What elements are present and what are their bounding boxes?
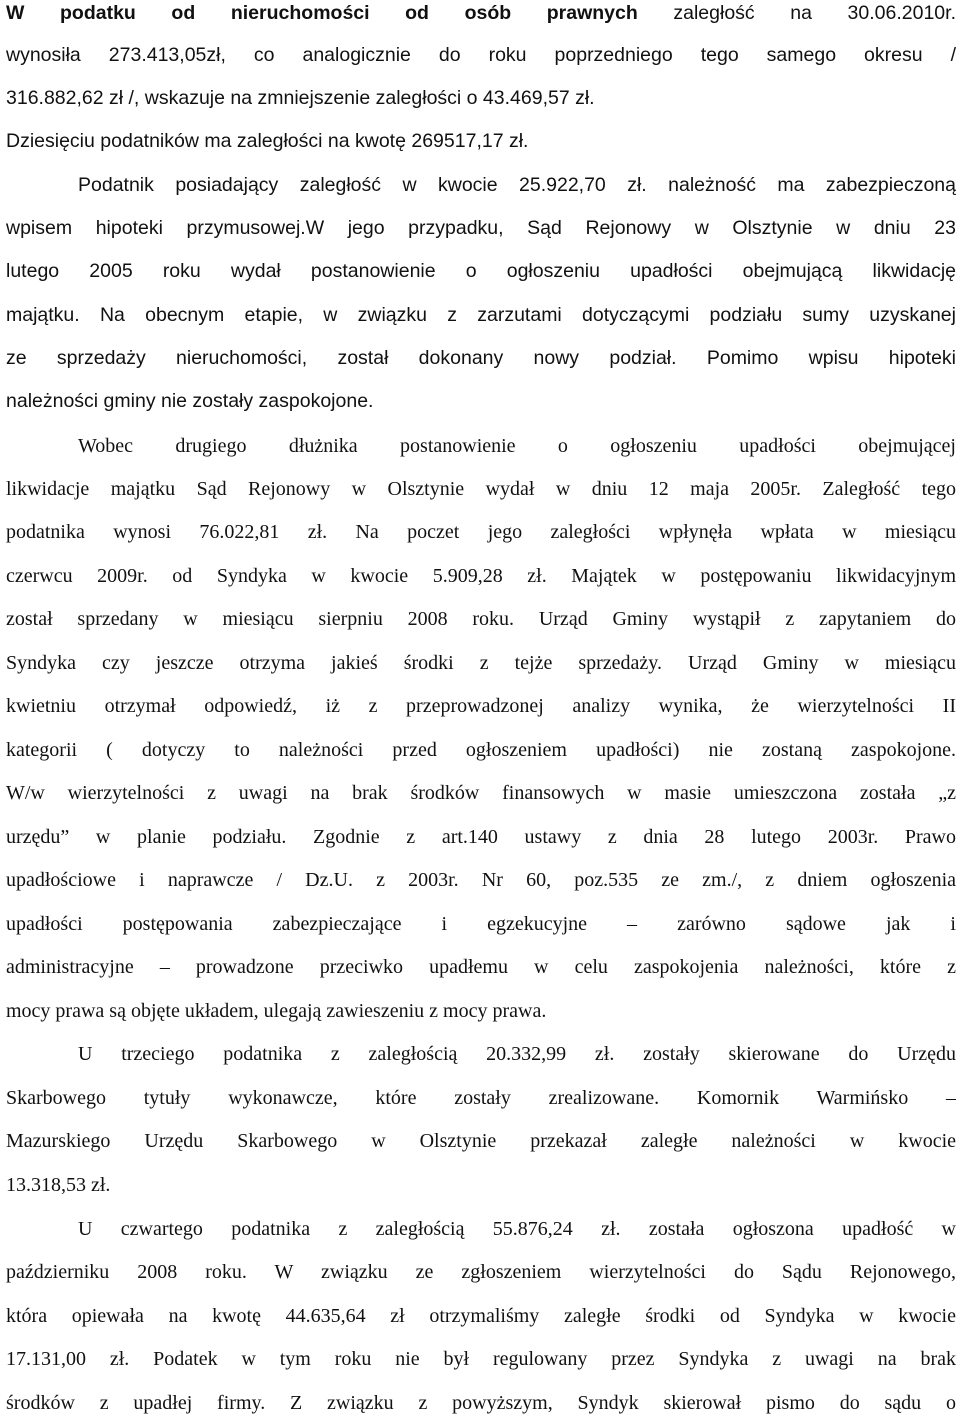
text-line: U trzeciego podatnika z zaległością 20.332,99 zł. zostały skierowane do Urzędu [78,1043,956,1065]
text-line: upadłości postępowania zabezpieczające i egzekucyjne – zarówno sądowe jak i [6,913,956,935]
text-line [6,0,956,30]
text-line: która opiewała na kwotę 44.635,64 zł otrzymaliśmy zaległe środki od Syndyka w kwocie [6,1305,956,1327]
text-line: urzędu” w planie podziału. Zgodnie z art.140 ustawy z dnia 28 lutego 2003r. Prawo [6,826,956,848]
text-line: 13.318,53 zł. [6,1174,111,1196]
text-run: zaległość na 30.06.2010r. [637,2,956,24]
text-bold-run: W podatku od nieruchomości od osób prawnych [6,2,638,24]
text-line: mocy prawa są objęte układem, ulegają zawieszeniu z mocy prawa. [6,1000,547,1022]
text-line: U czwartego podatnika z zaległością 55.876,24 zł. została ogłoszona upadłość w [78,1218,956,1240]
text-line: W/w wierzytelności z uwagi na brak środków finansowych w masie umieszczona została „z [6,782,956,804]
text-line: likwidacje majątku Sąd Rejonowy w Olsztynie wydał w dniu 12 maja 2005r. Zaległość tego [6,478,956,500]
text-line: podatnika wynosi 76.022,81 zł. Na poczet jego zaległości wpłynęła wpłata w miesiącu [6,521,956,543]
text-line: październiku 2008 roku. W związku ze zgłoszeniem wierzytelności do Sądu Rejonowego, [6,1261,956,1283]
text-line: Mazurskiego Urzędu Skarbowego w Olsztynie przekazał zaległe należności w kwocie [6,1130,956,1152]
text-line: należności gminy nie zostały zaspokojone. [6,390,374,412]
text-line: Syndyka czy jeszcze otrzyma jakieś środki z tejże sprzedaży. Urząd Gminy w miesiącu [6,652,956,674]
text-line: 316.882,62 zł /, wskazuje na zmniejszenie zaległości o 43.469,57 zł. [6,87,595,109]
text-line: Dziesięciu podatników ma zaległości na kwotę 269517,17 zł. [6,130,529,152]
text-line: Skarbowego tytuły wykonawcze, które zostały zrealizowane. Komornik Warmińsko – [6,1087,956,1109]
text-line: wynosiła 273.413,05zł, co analogicznie do roku poprzedniego tego samego okresu / [6,44,956,66]
text-line: Wobec drugiego dłużnika postanowienie o ogłoszeniu upadłości obejmującej [78,435,956,457]
text-line: wpisem hipoteki przymusowej.W jego przypadku, Sąd Rejonowy w Olsztynie w dniu 23 [6,217,956,239]
text-line: czerwcu 2009r. od Syndyka w kwocie 5.909,28 zł. Majątek w postępowaniu likwidacyjnym [6,565,956,587]
text-line: ze sprzedaży nieruchomości, został dokonany nowy podział. Pomimo wpisu hipoteki [6,347,956,369]
text-line: Podatnik posiadający zaległość w kwocie 25.922,70 zł. należność ma zabezpieczoną [78,174,956,196]
text-line: kategorii ( dotyczy to należności przed ogłoszeniem upadłości) nie zostaną zaspokojone. [6,739,956,761]
text-line: 17.131,00 zł. Podatek w tym roku nie był regulowany przez Syndyka z uwagi na brak [6,1348,956,1370]
text-line: został sprzedany w miesiącu sierpniu 2008 roku. Urząd Gminy wystąpił z zapytaniem do [6,608,956,630]
text-line: lutego 2005 roku wydał postanowienie o ogłoszeniu upadłości obejmującą likwidację [6,260,956,282]
text-line: administracyjne – prowadzone przeciwko upadłemu w celu zaspokojenia należności, które z [6,956,956,978]
text-line: środków z upadłej firmy. Z związku z powyższym, Syndyk skierował pismo do sądu o [6,1392,956,1414]
text-line: upadłościowe i naprawcze / Dz.U. z 2003r. Nr 60, poz.535 ze zm./, z dniem ogłoszenia [6,869,956,891]
text-line: majątku. Na obecnym etapie, w związku z zarzutami dotyczącymi podziału sumy uzyskanej [6,304,956,326]
text-line: kwietniu otrzymał odpowiedź, iż z przeprowadzonej analizy wynika, że wierzytelności II [6,695,956,717]
